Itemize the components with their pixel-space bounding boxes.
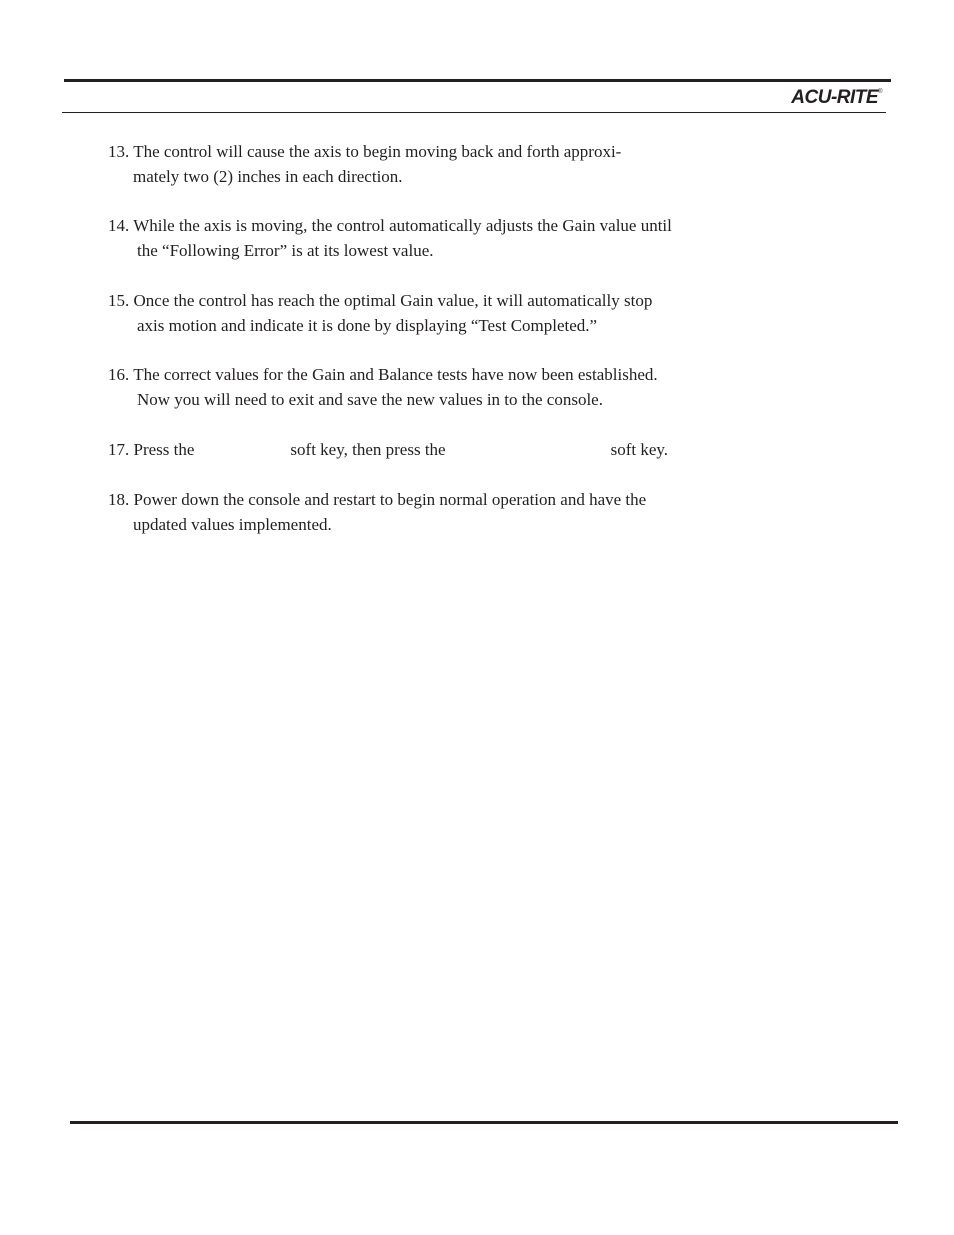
step-18-line-1: 18. Power down the console and restart to begin normal operation and have the xyxy=(108,490,647,509)
acu-rite-logo xyxy=(791,87,882,109)
step-15-line-1: 15. Once the control has reach the optimal Gain value, it will automatically stop xyxy=(108,291,653,310)
step-14 xyxy=(108,214,672,263)
step-15 xyxy=(108,289,652,338)
header-rule-thin xyxy=(62,112,886,113)
step-14-line-1: 14. While the axis is moving, the control automatically adjusts the Gain value until xyxy=(108,216,672,235)
step-17-line xyxy=(108,438,668,463)
step-17-part-2: soft key, then press the xyxy=(290,440,446,459)
step-17-part-1: 17. Press the xyxy=(108,440,195,459)
step-18 xyxy=(108,488,646,537)
header-rule-thick xyxy=(64,79,891,82)
step-18-line-2: updated values implemented. xyxy=(133,514,332,534)
footer-rule xyxy=(70,1121,898,1124)
step-13-line-1: 13. The control will cause the axis to begin moving back and forth approxi- xyxy=(108,142,622,161)
step-13-line-2: mately two (2) inches in each direction. xyxy=(133,166,403,186)
step-16-line-1: 16. The correct values for the Gain and Balance tests have now been established. xyxy=(108,365,658,384)
logo-text: ACU-RITE xyxy=(791,87,879,108)
step-17-part-3: soft key. xyxy=(610,440,669,459)
step-14-line-2: the “Following Error” is at its lowest value. xyxy=(137,240,434,260)
step-13 xyxy=(108,140,621,189)
step-16-line-2: Now you will need to exit and save the new values in to the console. xyxy=(137,389,603,409)
step-16 xyxy=(108,363,658,412)
step-15-line-2: axis motion and indicate it is done by displaying “Test Completed.” xyxy=(137,315,598,335)
step-17 xyxy=(108,438,668,463)
registered-mark: ® xyxy=(878,89,882,95)
